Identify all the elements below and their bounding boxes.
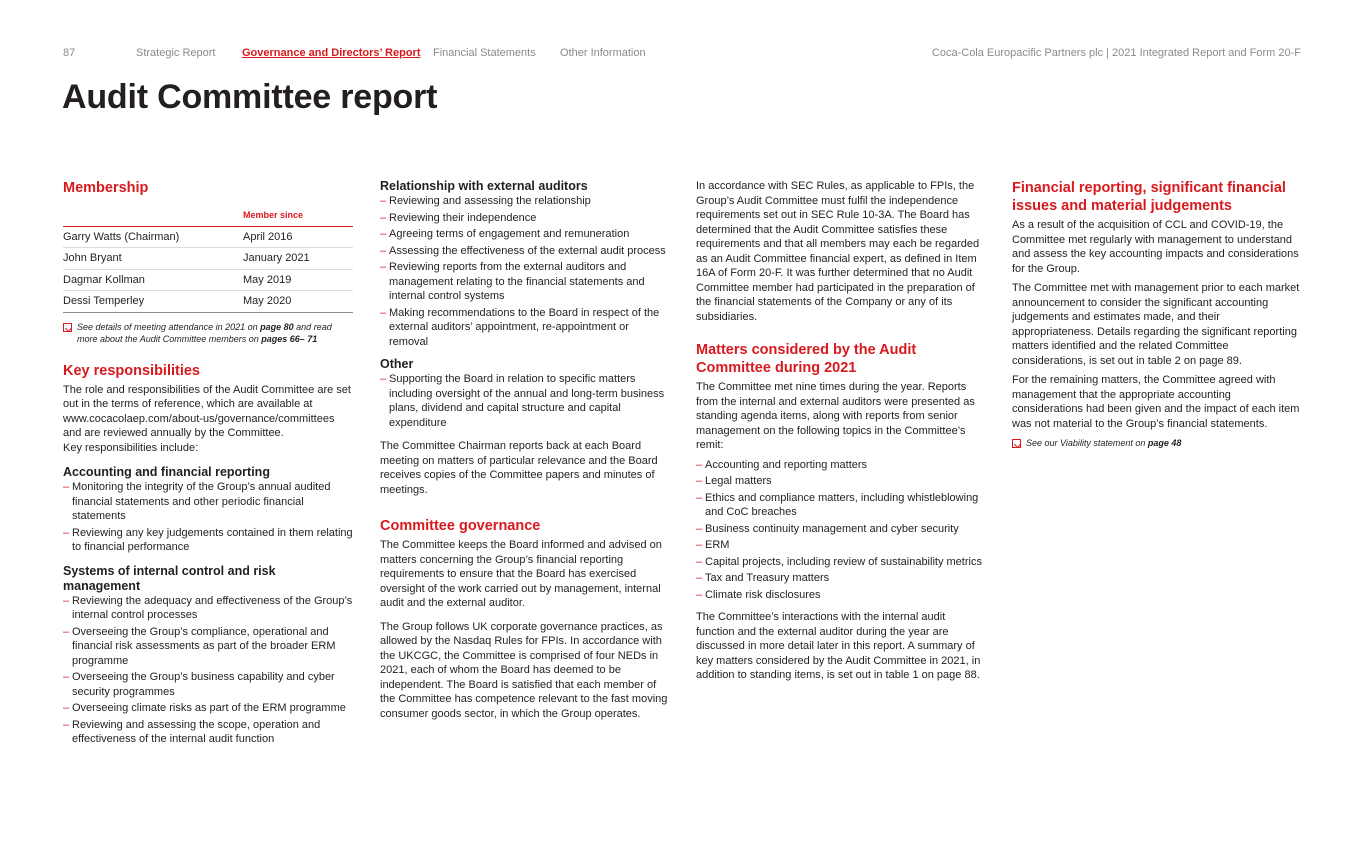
column-3 <box>696 179 986 683</box>
financial-reporting-heading: Financial reporting, significant financial issues and material judgements <box>1012 180 1286 214</box>
member-since: January 2021 <box>243 248 353 270</box>
table-row <box>63 248 353 270</box>
accounting-heading: Accounting and financial reporting <box>63 465 270 479</box>
member-name: Garry Watts (Chairman) <box>63 226 243 248</box>
other-heading: Other <box>380 357 414 371</box>
list-item: – Accounting and reporting matters <box>696 458 986 473</box>
list-item: – Reviewing any key judgements contained in them relating to financial performance <box>63 526 353 555</box>
nav-financial-statements[interactable]: Financial Statements <box>433 47 536 59</box>
matters-list <box>696 458 986 603</box>
external-auditors-list <box>380 194 670 349</box>
systems-list <box>63 594 353 747</box>
list-item: – Reviewing and assessing the relationship <box>380 194 670 209</box>
member-name: Dessi Temperley <box>63 291 243 313</box>
list-item: – Assessing the effectiveness of the external audit process <box>380 244 670 259</box>
key-responsibilities-intro: The role and responsibilities of the Audit Committee are set out in the terms of reference, which are available at www.cocacolaep.com/about-us/governance/committees and are reviewed annually by the Committee. <box>63 383 351 439</box>
document-title: Coca-Cola Europacific Partners plc | 2021 Integrated Report and Form 20-F <box>931 47 1301 59</box>
page-number: 87 <box>63 47 76 59</box>
column-4 <box>1012 179 1302 449</box>
list-item: – Reviewing the adequacy and effectiveness of the Group’s internal control processes <box>63 594 353 623</box>
cross-reference-icon <box>1012 439 1021 448</box>
page-title: Audit Committee report <box>62 78 438 116</box>
financial-paragraph-1: As a result of the acquisition of CCL and COVID-19, the Committee met regularly with management to understand and assess the key accounting impacts and considerations for the Group. <box>1012 219 1299 275</box>
list-item: – Business continuity management and cyber security <box>696 522 986 537</box>
list-item: – Capital projects, including review of sustainability metrics <box>696 555 986 570</box>
column-2 <box>380 179 670 721</box>
membership-note: See details of meeting attendance in 2021 on page 80 and read more about the Audit Committee members on pages 66– 71 <box>63 321 353 345</box>
list-item: – Making recommendations to the Board in respect of the external auditors’ appointment, re-appointment or removal <box>380 306 670 350</box>
name-column-header <box>63 208 243 226</box>
systems-heading: Systems of internal control and risk management <box>63 563 276 593</box>
table-row <box>63 291 353 313</box>
financial-paragraph-3: For the remaining matters, the Committee agreed with management that the appropriate accounting considerations had been given and the impact of each item was not material to the Group’s financial statements. <box>1012 374 1300 430</box>
list-item: – ERM <box>696 538 986 553</box>
governance-paragraph-1: The Committee keeps the Board informed and advised on matters concerning the Group’s financial reporting requirements to ensure that the Board has exercised oversight of the work carried out by management, internal audit and the external auditor. <box>380 539 662 609</box>
pages-66-71-link[interactable]: pages 66– 71 <box>261 333 318 344</box>
list-item: – Reviewing and assessing the scope, operation and effectiveness of the internal audit function <box>63 718 353 747</box>
member-since: May 2019 <box>243 269 353 291</box>
list-item: – Overseeing climate risks as part of the ERM programme <box>63 701 353 716</box>
member-since: May 2020 <box>243 291 353 313</box>
list-item: – Monitoring the integrity of the Group’s annual audited financial statements and other periodic financial statements <box>63 480 353 524</box>
member-since-header: Member since <box>243 208 353 226</box>
table-row <box>63 269 353 291</box>
list-item: – Supporting the Board in relation to specific matters including oversight of the annual and long-term business plans, dividend and capital structure and capital expenditure <box>380 372 670 430</box>
viability-note: See our Viability statement on page 48 <box>1012 437 1302 449</box>
membership-heading: Membership <box>63 180 149 196</box>
table-row <box>63 226 353 248</box>
page-48-link[interactable]: page 48 <box>1147 438 1182 448</box>
top-navigation <box>63 47 1301 63</box>
key-responsibilities-heading: Key responsibilities <box>63 362 200 379</box>
nav-other-information[interactable]: Other Information <box>560 47 646 59</box>
member-since: April 2016 <box>243 226 353 248</box>
member-name: John Bryant <box>63 248 243 270</box>
table-header-row <box>63 208 353 226</box>
nav-governance-report[interactable]: Governance and Directors’ Report <box>242 47 421 59</box>
list-item: – Ethics and compliance matters, including whistleblowing and CoC breaches <box>696 491 986 520</box>
sec-rules-paragraph: In accordance with SEC Rules, as applicable to FPIs, the Group’s Audit Committee must fulfil the independence requirements set out in SEC Rule 10-3A. The Board has determined that the Audit Committee satisfies these requirements and that all members may each be regarded as an Audit Committee financial expert, as defined in Item 16A of Form 20-F. It was further determined that no Audit Committee member had participated in the preparation of the financial statements of the Company or any of its subsidiaries. <box>696 180 980 323</box>
matters-intro: The Committee met nine times during the year. Reports from the internal and external auditors were presented as standing agenda items, along with reports from senior management on the following topics in the Committee’s remit: <box>696 381 975 451</box>
membership-table <box>63 208 353 313</box>
chairman-report-paragraph: The Committee Chairman reports back at each Board meeting on matters of particular relevance and the Board receives copies of the Committee papers and minutes of meetings. <box>380 440 658 496</box>
other-list <box>380 372 670 430</box>
external-auditors-heading: Relationship with external auditors <box>380 179 588 193</box>
member-name: Dagmar Kollman <box>63 269 243 291</box>
list-item: – Overseeing the Group’s business capability and cyber security programmes <box>63 670 353 699</box>
list-item: – Overseeing the Group’s compliance, operational and financial risk assessments as part of the broader ERM programme <box>63 625 353 669</box>
matters-considered-heading: Matters considered by the Audit Committee during 2021 <box>696 342 917 376</box>
governance-paragraph-2: The Group follows UK corporate governance practices, as allowed by the Nasdaq Rules for FPIs. In accordance with the UKCGC, the Committee is comprised of four NEDs in 2021, each of whom the Board has deemed to be independent. The Board is satisfied that each member of the Committee has competence relevant to the fast moving consumer goods sector, in which the Group operates. <box>380 620 668 720</box>
accounting-list <box>63 480 353 555</box>
financial-paragraph-2: The Committee met with management prior to each market announcement to consider the significant accounting judgements and estimates made, and their appropriateness. Details regarding the significant reporting matters identified and the related Committee considerations, is set out in table 2 on page 89. <box>1012 282 1300 367</box>
list-item: – Reviewing their independence <box>380 211 670 226</box>
list-item: – Tax and Treasury matters <box>696 571 986 586</box>
list-item: – Reviewing reports from the external auditors and management relating to the financial statements and internal control systems <box>380 260 670 304</box>
committee-governance-heading: Committee governance <box>380 518 541 534</box>
matters-summary-paragraph: The Committee’s interactions with the internal audit function and the external auditor during the year are discussed in more detail later in this report. A summary of key matters considered by the Audit Committee in 2021, in addition to standing items, is set out in table 1 on page 88. <box>696 611 981 681</box>
list-item: – Legal matters <box>696 474 986 489</box>
cross-reference-icon <box>63 323 72 332</box>
nav-strategic-report[interactable]: Strategic Report <box>136 47 216 59</box>
key-responsibilities-intro-2: Key responsibilities include: <box>63 441 199 454</box>
list-item: – Climate risk disclosures <box>696 588 986 603</box>
page-80-link[interactable]: page 80 <box>260 321 294 332</box>
list-item: – Agreeing terms of engagement and remuneration <box>380 227 670 242</box>
column-1 <box>63 179 353 749</box>
